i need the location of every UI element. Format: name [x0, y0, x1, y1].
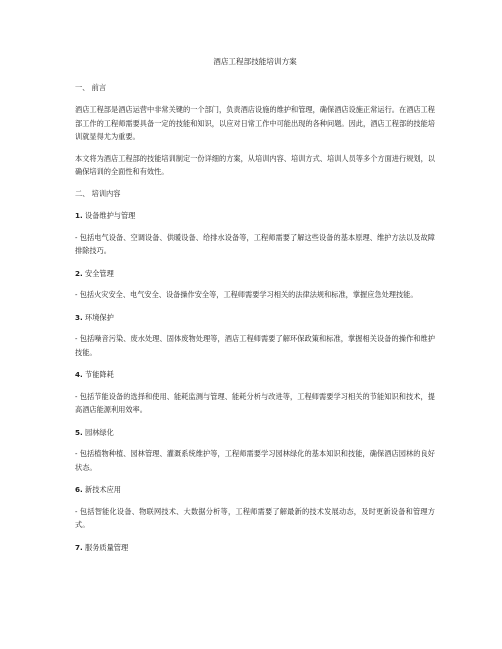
list-item-heading: 园林绿化: [85, 427, 114, 437]
list-item-description: - 包括火灾安全、电气安全、设备操作安全等，工程师需要学习相关的法律法规和标准，掌握应急处理技能。: [75, 290, 418, 299]
section-heading-training-content: 二、 培训内容: [75, 188, 121, 198]
list-item-number: 1.: [75, 211, 83, 220]
list-item-heading: 新技术应用: [85, 485, 121, 494]
list-item-description: - 包括智能化设备、物联网技术、大数据分析等，工程师需要了解最新的技术发展动态，及时更新设备和管理方式。: [75, 506, 435, 529]
section-heading-preface: 一、 前言: [75, 82, 107, 92]
list-item-number: 2.: [75, 268, 83, 278]
list-item-title: [75, 483, 435, 497]
paragraph: 酒店工程部是酒店运营中非常关键的一个部门，负责酒店设施的维护和管理，确保酒店设施正常运行。在酒店工程部工作的工程师需要具备一定的技能和知识，以应对日常工作中可能出现的各种问题。因此，酒店工程部的技能培训就显得尤为重要。: [75, 105, 435, 141]
list-item-title: [75, 368, 435, 382]
list-item-number: 4.: [75, 370, 83, 379]
paragraph: 本文将为酒店工程部的技能培训制定一份详细的方案，从培训内容、培训方式、培训人员等多个方面进行规划，以确保培训的全面性和有效性。: [75, 153, 435, 176]
document-title: 酒店工程部技能培训方案: [213, 57, 297, 66]
list-item-title: [75, 311, 435, 325]
list-item-description: - 包括植物种植、园林管理、灌溉系统维护等，工程师需要学习园林绿化的基本知识和技能，确保酒店园林的良好状态。: [75, 449, 435, 472]
list-item-heading: 服务质量管理: [85, 542, 129, 552]
list-item-heading: 安全管理: [85, 268, 114, 278]
list-item-description: - 包括电气设备、空调设备、供暖设备、给排水设备等，工程师需要了解这些设备的基本原理、维护方法以及故障排除技巧。: [75, 232, 435, 255]
list-item-heading: 节能降耗: [85, 370, 114, 379]
list-item-number: 7.: [75, 542, 83, 552]
list-item-number: 3.: [75, 312, 83, 322]
list-item-description: - 包括噪音污染、废水处理、固体废物处理等，酒店工程师需要了解环保政策和标准，掌握相关设备的操作和维护技能。: [75, 334, 435, 357]
document-page: [75, 55, 435, 562]
list-item-number: 5.: [75, 427, 83, 437]
list-item-number: 6.: [75, 485, 83, 494]
list-item-description: - 包括节能设备的选择和使用、能耗监测与管理、能耗分析与改进等，工程师需要学习相关的节能知识和技术，提高酒店能源利用效率。: [75, 391, 435, 414]
list-item-title: [75, 541, 435, 555]
list-item-title: [75, 267, 435, 281]
list-item-heading: 环境保护: [85, 312, 114, 322]
list-item-heading: 设备维护与管理: [85, 211, 136, 220]
list-item-title: [75, 209, 435, 223]
list-item-title: [75, 426, 435, 440]
